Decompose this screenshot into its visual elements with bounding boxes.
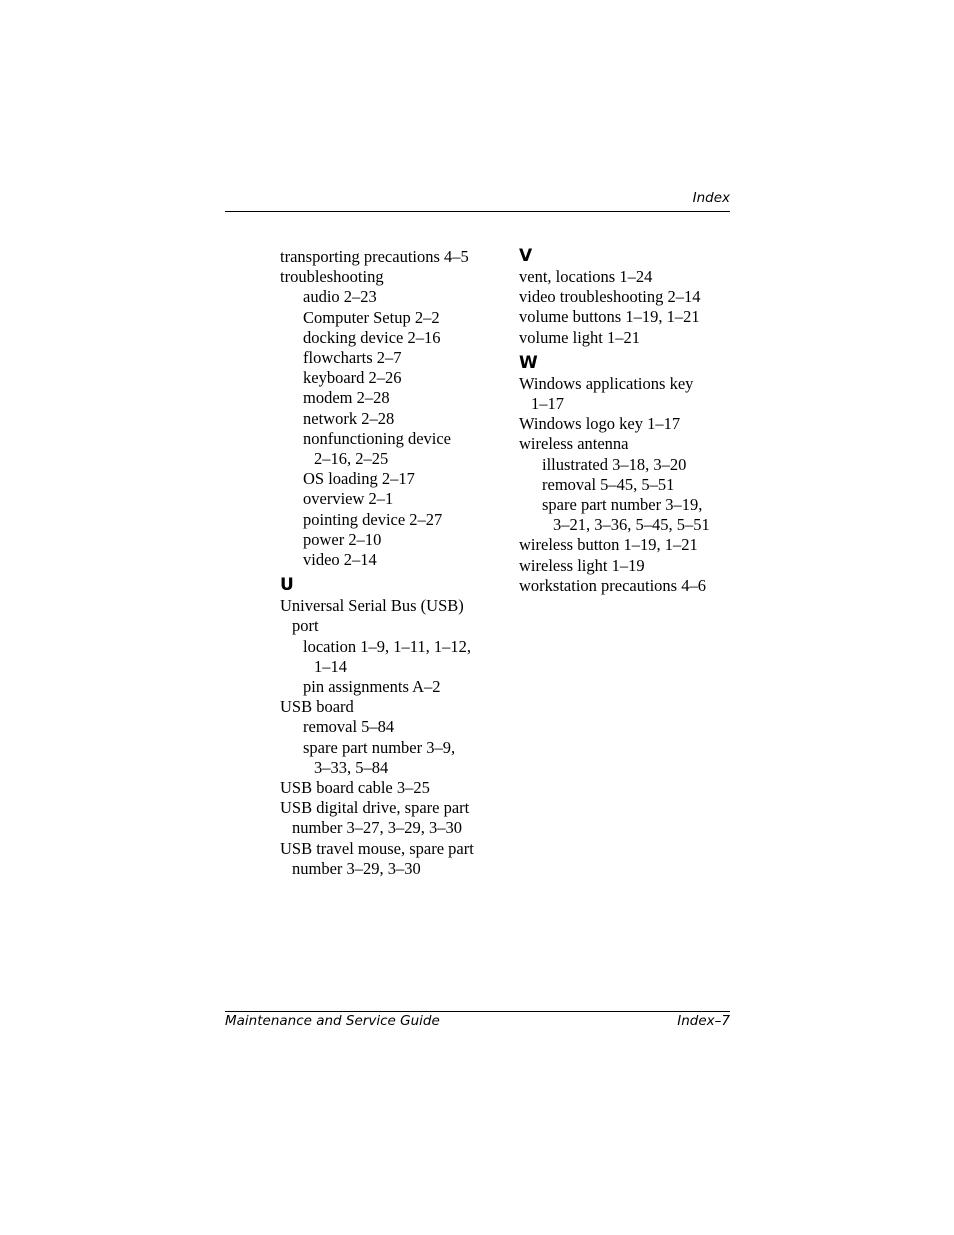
index-entry: Windows applications key xyxy=(519,373,694,393)
footer xyxy=(225,1013,730,1029)
index-subentry: keyboard 2–26 xyxy=(303,368,402,388)
index-subentry: power 2–10 xyxy=(303,529,382,549)
index-entry-continuation: 1–14 xyxy=(314,656,347,676)
index-subentry: flowcharts 2–7 xyxy=(303,348,402,368)
index-subentry: removal 5–45, 5–51 xyxy=(542,474,675,494)
index-entry: video troubleshooting 2–14 xyxy=(519,287,701,307)
index-subentry: spare part number 3–9, xyxy=(303,737,456,757)
index-entry: wireless button 1–19, 1–21 xyxy=(519,535,698,555)
index-entry: USB digital drive, spare part xyxy=(280,798,470,818)
index-entry: wireless light 1–19 xyxy=(519,555,645,575)
index-entry: Windows logo key 1–17 xyxy=(519,414,681,434)
index-entry-continuation: 3–21, 3–36, 5–45, 5–51 xyxy=(553,515,710,535)
index-column-left xyxy=(280,247,500,879)
footer-page-number: Index–7 xyxy=(677,1013,730,1029)
index-entry-continuation: 2–16, 2–25 xyxy=(314,449,389,469)
index-subentry: removal 5–84 xyxy=(303,717,395,737)
index-entry: vent, locations 1–24 xyxy=(519,267,653,286)
index-subentry: OS loading 2–17 xyxy=(303,469,415,489)
index-entry: USB board cable 3–25 xyxy=(280,778,430,798)
index-entry-continuation: number 3–27, 3–29, 3–30 xyxy=(292,818,463,838)
index-entry: wireless antenna xyxy=(519,434,629,454)
index-entry: USB board xyxy=(280,697,354,717)
index-entry-continuation: port xyxy=(292,616,319,636)
index-letter-heading: W xyxy=(519,352,538,373)
header-rule xyxy=(225,211,730,212)
index-entry: volume buttons 1–19, 1–21 xyxy=(519,307,700,327)
index-column-right xyxy=(519,246,739,596)
index-subentry: illustrated 3–18, 3–20 xyxy=(542,454,687,474)
index-entry: USB travel mouse, spare part xyxy=(280,838,474,858)
running-head: Index xyxy=(692,190,730,206)
index-subentry: spare part number 3–19, xyxy=(542,495,703,515)
index-entry: transporting precautions 4–5 xyxy=(280,247,469,266)
index-entry-continuation: 1–17 xyxy=(531,394,564,414)
index-entry: workstation precautions 4–6 xyxy=(519,575,706,595)
index-subentry: pin assignments A–2 xyxy=(303,677,441,697)
index-subentry: location 1–9, 1–11, 1–12, xyxy=(303,636,472,656)
index-subentry: pointing device 2–27 xyxy=(303,509,443,529)
index-subentry: network 2–28 xyxy=(303,408,395,428)
index-entry: troubleshooting xyxy=(280,267,384,287)
index-entry: Universal Serial Bus (USB) xyxy=(280,596,464,616)
index-subentry: nonfunctioning device xyxy=(303,428,452,448)
index-entry-continuation: number 3–29, 3–30 xyxy=(292,858,421,878)
index-subentry: overview 2–1 xyxy=(303,489,394,509)
index-subentry: docking device 2–16 xyxy=(303,327,441,347)
footer-title: Maintenance and Service Guide xyxy=(225,1013,440,1029)
index-subentry: modem 2–28 xyxy=(303,388,390,408)
index-entry-continuation: 3–33, 5–84 xyxy=(314,757,389,777)
index-subentry: video 2–14 xyxy=(303,550,377,570)
index-letter-heading: U xyxy=(280,575,294,596)
index-subentry: audio 2–23 xyxy=(303,287,377,307)
index-letter-heading: V xyxy=(519,246,533,266)
footer-rule xyxy=(225,1011,730,1012)
index-subentry: Computer Setup 2–2 xyxy=(303,307,440,327)
index-entry: volume light 1–21 xyxy=(519,327,640,347)
